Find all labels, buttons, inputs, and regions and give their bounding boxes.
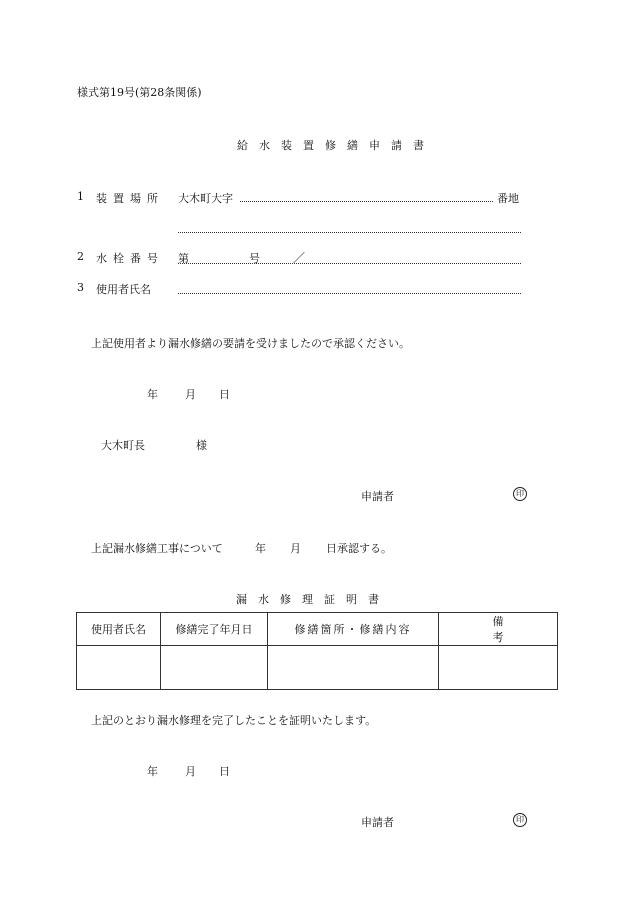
header-user-name: 使用者氏名: [77, 613, 161, 646]
field-2-mid: 号: [249, 252, 260, 265]
field-1-value: 大木町大字: [178, 192, 233, 205]
field-2-number: 2: [77, 250, 84, 263]
approval-year: 年: [255, 542, 266, 555]
applicant2-seal: 印: [513, 813, 527, 827]
header-remarks: 備考: [439, 613, 558, 646]
date1-month: 月: [185, 388, 196, 401]
repair-certificate-table: [76, 612, 558, 690]
date2-day: 日: [219, 765, 230, 778]
header-repair-details: 修繕箇所・修繕内容: [268, 613, 439, 646]
approval-month: 月: [290, 542, 301, 555]
field-2-slash: ／: [293, 251, 306, 265]
approval-day-text: 日承認する。: [326, 542, 392, 555]
approval-text: 上記漏水修繕工事について: [91, 542, 223, 555]
field-1-dotted-line-2: [178, 232, 521, 233]
date2-month: 月: [185, 765, 196, 778]
field-3-number: 3: [77, 281, 84, 294]
addressee-name: 大木町長: [101, 439, 145, 452]
table-header-row: [77, 613, 558, 646]
cell-user-name[interactable]: [77, 646, 161, 690]
request-text: 上記使用者より漏水修繕の要請を受けましたので承認ください。: [91, 337, 410, 350]
applicant1-seal: 印: [513, 487, 527, 501]
cell-completion-date[interactable]: [161, 646, 268, 690]
field-2-prefix: 第: [178, 252, 189, 265]
field-2-label: 水栓番号: [96, 252, 164, 265]
field-3-dotted-line: [178, 293, 521, 294]
field-1-dotted-line: [240, 201, 493, 202]
cell-repair-details[interactable]: [268, 646, 439, 690]
date1-day: 日: [219, 388, 230, 401]
date2-year: 年: [147, 765, 158, 778]
field-3-label: 使用者氏名: [96, 283, 151, 296]
table-row: [77, 646, 558, 690]
date1-year: 年: [147, 388, 158, 401]
applicant1-label: 申請者: [361, 490, 394, 503]
document-title: 給水装置修繕申請書: [237, 139, 435, 152]
field-2-dotted-line: [178, 263, 521, 264]
certificate-title: 漏水修理証明書: [236, 593, 390, 606]
addressee-honorific: 様: [196, 439, 207, 452]
header-completion-date: 修繕完了年月日: [161, 613, 268, 646]
field-1-label: 装置場所: [96, 192, 164, 205]
cell-remarks[interactable]: [439, 646, 558, 690]
form-number-label: 様式第19号(第28条関係): [77, 86, 202, 99]
field-1-number: 1: [77, 190, 84, 203]
certification-text: 上記のとおり漏水修理を完了したことを証明いたします。: [91, 714, 377, 727]
field-1-suffix: 番地: [497, 192, 519, 205]
applicant2-label: 申請者: [361, 816, 394, 829]
